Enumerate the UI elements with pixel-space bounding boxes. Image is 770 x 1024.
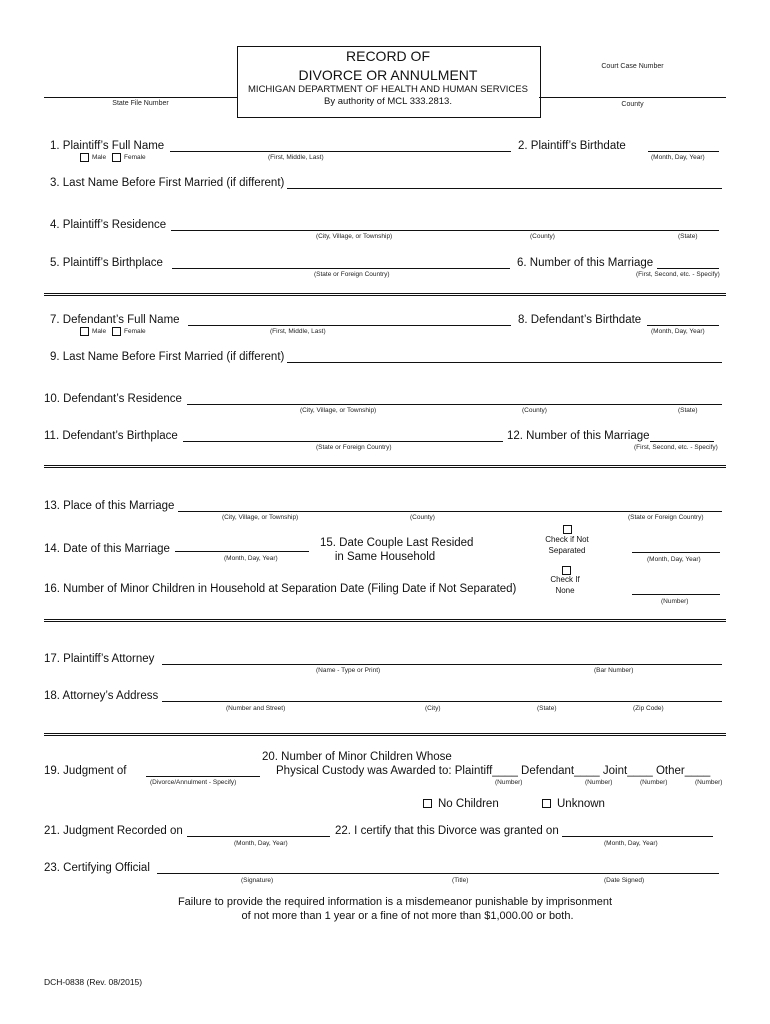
defendant-full-name-line[interactable] [188,325,511,326]
address-state-sublabel: (State) [537,705,557,712]
field-4-label: 4. Plaintiff’s Residence [50,219,167,231]
checkbox-icon [542,799,551,808]
minor-children-number-sublabel: (Number) [661,598,689,605]
divorce-granted-date-line[interactable] [562,836,713,837]
field-15-label-line1: 15. Date Couple Last Resided [320,537,474,549]
checkbox-icon [80,153,89,162]
marriage-place-line[interactable] [178,511,722,512]
county-label: County [621,101,644,108]
judgment-type-sublabel: (Divorce/Annulment - Specify) [150,779,237,786]
plaintiff-marriage-number-line[interactable] [657,268,719,269]
custody-joint-sublabel: (Number) [640,779,668,786]
field-20-label-line2: Physical Custody was Awarded to: Plaintiff____ Defendant____ Joint____ Other____ [276,765,711,777]
field-21-label: 21. Judgment Recorded on [44,825,183,837]
field-5-label: 5. Plaintiff’s Birthplace [50,257,163,269]
field-15-label-line2: in Same Household [334,551,436,563]
field-13-label: 13. Place of this Marriage [44,500,175,512]
section-divider [44,733,726,736]
authority-text: By authority of MCL 333.2813. [324,96,452,107]
defendant-residence-line[interactable] [187,404,722,405]
divorce-granted-date-sublabel: (Month, Day, Year) [604,840,658,847]
address-street-sublabel: (Number and Street) [226,705,286,712]
state-file-number-line[interactable] [44,97,237,98]
date-signed-sublabel: (Date Signed) [604,877,645,884]
no-children-option[interactable] [423,798,499,810]
marriage-county-sublabel: (County) [410,514,435,521]
defendant-county-sublabel: (County) [522,407,547,414]
marriage-date-line[interactable] [175,551,309,552]
form-id: DCH-0838 (Rev. 08/2015) [44,977,143,987]
marriage-country-sublabel: (State or Foreign Country) [628,514,704,521]
residence-city-sublabel: (City, Village, or Township) [316,233,393,240]
court-case-number-label: Court Case Number [601,63,664,70]
residence-state-sublabel: (State) [678,233,698,240]
defendant-city-sublabel: (City, Village, or Township) [300,407,377,414]
certifying-official-line[interactable] [157,873,719,874]
defendant-state-sublabel: (State) [678,407,698,414]
judgment-recorded-date-line[interactable] [187,836,330,837]
field-1-label: 1. Plaintiff’s Full Name [50,140,165,152]
defendant-marriage-number-line[interactable] [650,441,714,442]
department-name: MICHIGAN DEPARTMENT OF HEALTH AND HUMAN SERVICES [248,84,528,95]
marriage-city-sublabel: (City, Village, or Township) [222,514,299,521]
section-divider [44,619,726,622]
field-8-label: 8. Defendant’s Birthdate [518,314,642,326]
field-16-label: 16. Number of Minor Children in Household at Separation Date (Filing Date if Not Separated) [44,583,517,595]
title-sublabel: (Title) [452,877,469,884]
plaintiff-birthdate-sublabel: (Month, Day, Year) [651,154,705,161]
field-23-label: 23. Certifying Official [44,862,150,874]
plaintiff-full-name-line[interactable] [170,151,511,152]
attorney-address-line[interactable] [162,701,722,702]
defendant-birthplace-sublabel: (State or Foreign Country) [316,444,392,451]
field-14-label: 14. Date of this Marriage [44,543,170,555]
not-separated-checkbox[interactable] [563,525,572,534]
defendant-name-sublabel: (First, Middle, Last) [270,328,326,335]
county-line[interactable] [539,97,726,98]
field-6-label: 6. Number of this Marriage [517,257,654,269]
defendant-maiden-name-line[interactable] [287,362,722,363]
last-resided-date-sublabel: (Month, Day, Year) [647,556,701,563]
custody-other-sublabel: (Number) [695,779,723,786]
attorney-name-sublabel: (Name - Type or Print) [316,667,381,674]
plaintiff-residence-line[interactable] [171,230,719,231]
custody-defendant-sublabel: (Number) [585,779,613,786]
warning-line1: Failure to provide the required information is a misdemeanor punishable by imprisonment [177,896,613,908]
section-divider [44,293,726,296]
checkbox-icon [80,327,89,336]
form-title-line2: DIVORCE OR ANNULMENT [298,67,478,83]
defendant-male-label: Male [92,328,107,336]
defendant-marriage-sublabel: (First, Second, etc. - Specify) [634,444,718,451]
field-19-label: 19. Judgment of [44,765,127,777]
children-none-checkbox[interactable] [562,566,571,575]
plaintiff-maiden-name-line[interactable] [287,188,722,189]
address-zip-sublabel: (Zip Code) [633,705,664,712]
minor-children-number-line[interactable] [632,594,720,595]
defendant-birthplace-line[interactable] [183,441,503,442]
field-11-label: 11. Defendant’s Birthplace [44,430,178,442]
field-3-label: 3. Last Name Before First Married (if different) [50,177,285,189]
plaintiff-name-sublabel: (First, Middle, Last) [268,154,324,161]
field-22-label: 22. I certify that this Divorce was granted on [335,825,559,837]
state-file-number-label: State File Number [112,100,169,107]
defendant-birthdate-sublabel: (Month, Day, Year) [651,328,705,335]
defendant-male-checkbox[interactable] [80,327,106,336]
checkbox-icon [423,799,432,808]
plaintiff-birthdate-line[interactable] [648,151,719,152]
field-9-label: 9. Last Name Before First Married (if different) [50,351,285,363]
children-none-label-1: Check If [550,575,580,584]
children-none-label-2: None [555,586,575,595]
plaintiff-female-checkbox[interactable] [112,153,146,162]
field-12-label: 12. Number of this Marriage [507,430,650,442]
warning-line2: of not more than 1 year or a fine of not more than $1,000.00 or both. [241,910,574,922]
address-city-sublabel: (City) [425,705,441,712]
signature-sublabel: (Signature) [241,877,274,884]
unknown-label: Unknown [557,798,605,810]
plaintiff-female-label: Female [124,154,146,162]
field-18-label: 18. Attorney’s Address [44,690,159,702]
plaintiff-male-label: Male [92,154,107,162]
section-divider [44,465,726,468]
field-17-label: 17. Plaintiff’s Attorney [44,653,155,665]
custody-plaintiff-sublabel: (Number) [495,779,523,786]
plaintiff-birthplace-line[interactable] [172,268,510,269]
defendant-female-label: Female [124,328,146,336]
judgment-type-line[interactable] [146,776,260,777]
defendant-female-checkbox[interactable] [112,327,146,336]
marriage-date-sublabel: (Month, Day, Year) [224,555,278,562]
checkbox-icon [112,327,121,336]
field-2-label: 2. Plaintiff’s Birthdate [518,140,626,152]
not-separated-label-2: Separated [548,546,586,555]
residence-county-sublabel: (County) [530,233,555,240]
field-20-label-line1: 20. Number of Minor Children Whose [262,751,452,763]
plaintiff-marriage-sublabel: (First, Second, etc. - Specify) [636,271,720,278]
attorney-name-line[interactable] [162,664,722,665]
defendant-birthdate-line[interactable] [647,325,719,326]
field-10-label: 10. Defendant’s Residence [44,393,182,405]
not-separated-label-1: Check if Not [545,535,589,544]
unknown-option[interactable] [542,798,605,810]
field-7-label: 7. Defendant’s Full Name [50,314,180,326]
plaintiff-male-checkbox[interactable] [80,153,106,162]
judgment-recorded-date-sublabel: (Month, Day, Year) [234,840,288,847]
bar-number-sublabel: (Bar Number) [594,667,634,674]
plaintiff-birthplace-sublabel: (State or Foreign Country) [314,271,390,278]
last-resided-date-line[interactable] [632,552,720,553]
form-title-line1: RECORD OF [346,48,430,64]
no-children-label: No Children [438,798,499,810]
checkbox-icon [112,153,121,162]
